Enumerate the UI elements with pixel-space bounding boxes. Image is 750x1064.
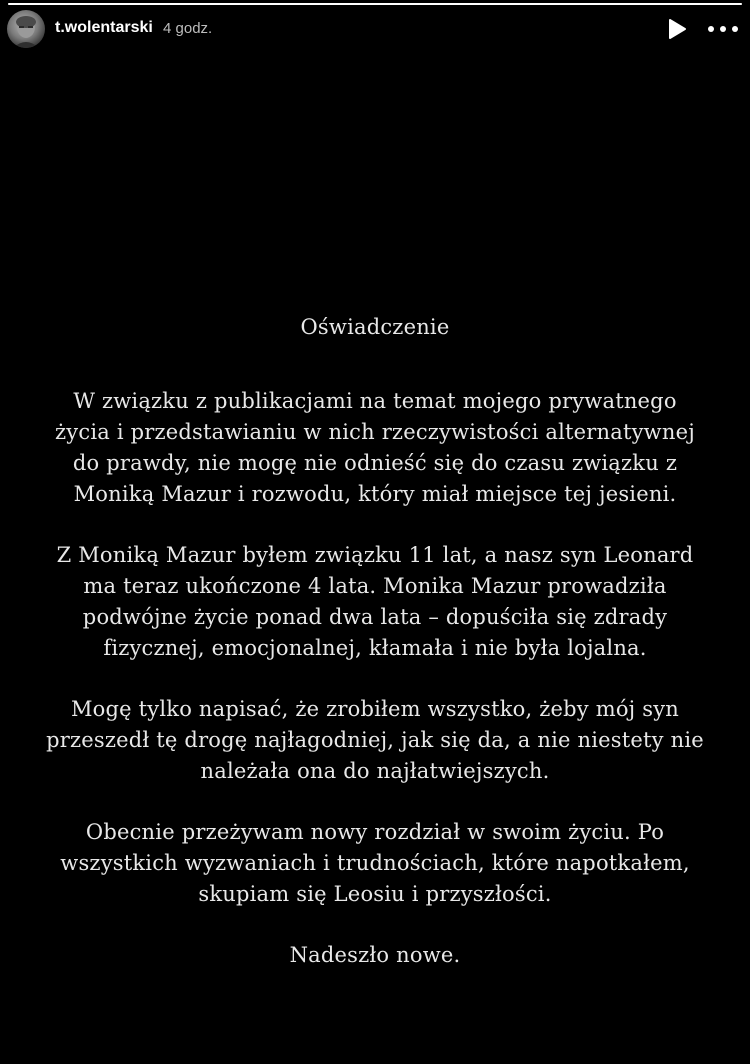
- more-options-icon: [705, 16, 741, 42]
- statement-paragraph-1: W związku z publikacjami na temat mojego prywatnego życia i przedstawianiu w nich rzeczywistości alternatywnej do prawdy, nie mogę nie odnieść się do czasu związku z Moniką Mazur i rozwodu, który miał miejsce tej jesieni.: [55, 389, 695, 506]
- story-header: [0, 0, 750, 62]
- statement-paragraph-2: Z Moniką Mazur byłem związku 11 lat, a nasz syn Leonard ma teraz ukończone 4 lata. Monika Mazur prowadziła podwójne życie ponad dwa lata – dopuściła się zdrady fizycznej, emocjonalnej, kłamała i nie była lojalna.: [56, 543, 694, 660]
- play-icon: [663, 16, 689, 42]
- username[interactable]: t.wolentarski: [55, 19, 153, 36]
- statement-title: Oświadczenie: [300, 315, 450, 339]
- more-options-button[interactable]: [705, 16, 741, 42]
- statement-paragraph-3: Mogę tylko napisać, że zrobiłem wszystko, żeby mój syn przeszedł tę drogę najłagodniej, jak się da, a nie niestety nie należała ona do najłatwiejszych.: [46, 697, 704, 783]
- statement-paragraph-5: Nadeszło nowe.: [289, 943, 461, 967]
- profile-photo-icon: [7, 10, 45, 48]
- statement-paragraph-4: Obecnie przeżywam nowy rozdział w swoim życiu. Po wszystkich wyzwaniach i trudnościach, które napotkałem, skupiam się Leosiu i przyszłości.: [60, 820, 690, 906]
- play-button[interactable]: [663, 16, 689, 42]
- timestamp: 4 godz.: [163, 20, 213, 37]
- avatar[interactable]: [7, 10, 45, 48]
- statement-text: [30, 312, 720, 1001]
